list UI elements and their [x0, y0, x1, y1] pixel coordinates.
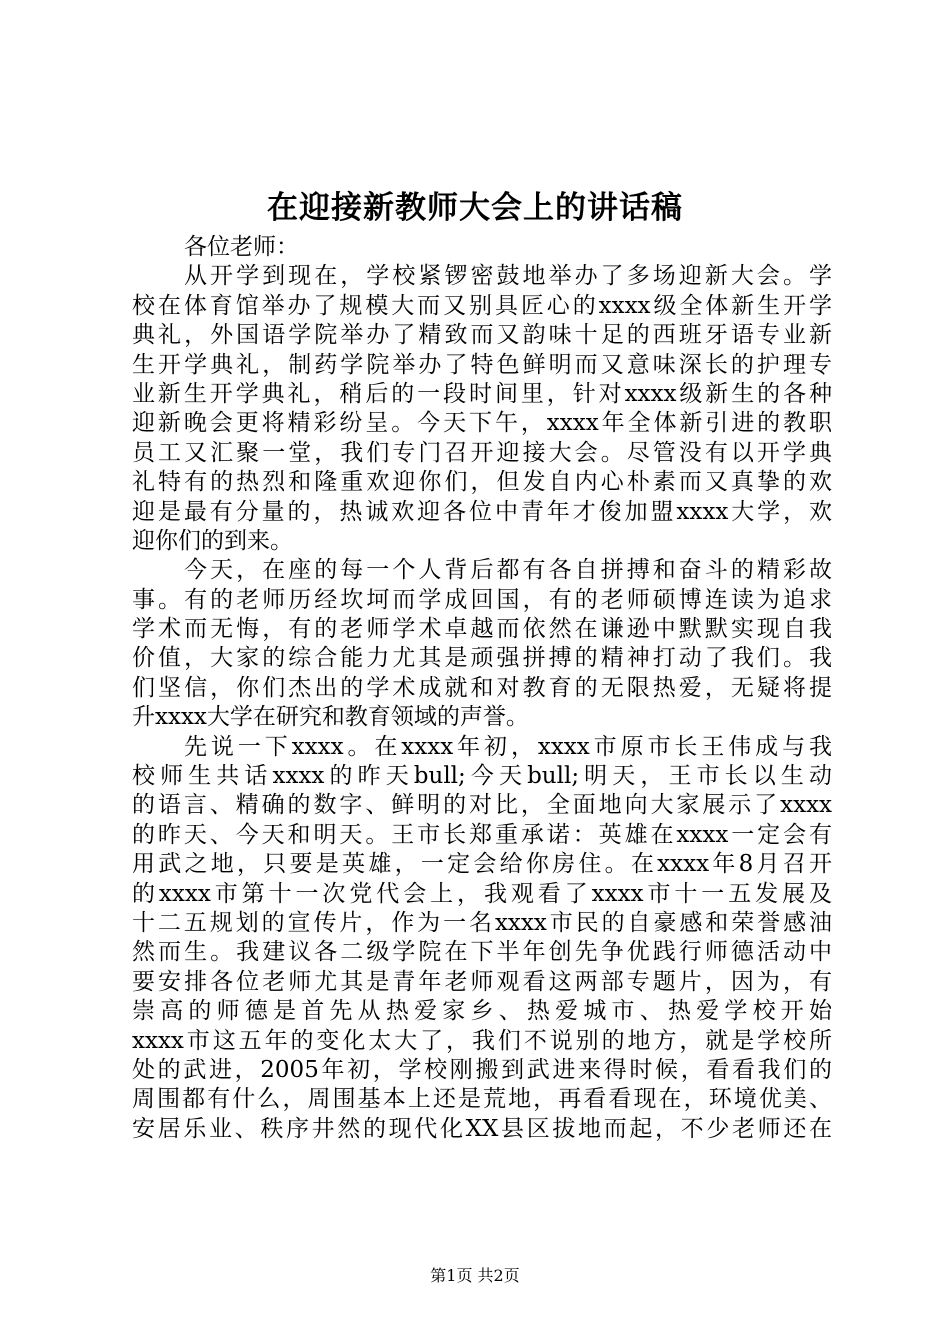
greeting-line: 各位老师： [184, 234, 299, 260]
document-title: 在迎接新教师大会上的讲话稿 [267, 190, 683, 226]
paragraph-1-line: 礼特有的热烈和隆重欢迎你们，但发自内心朴素而又真挚的欢 [132, 469, 832, 496]
paragraph-3-line: 用武之地，只要是英雄，一定会给你房住。在xxxx年8月召开 [132, 851, 832, 878]
paragraph-2-line: 今天，在座的每一个人背后都有各自拼搏和奋斗的精彩故 [184, 557, 832, 584]
paragraph-3-line: 十二五规划的宣传片，作为一名xxxx市民的自豪感和荣誉感油 [132, 909, 832, 936]
paragraph-3-line: 的xxxx市第十一次党代会上，我观看了xxxx市十一五发展及 [132, 880, 832, 907]
paragraph-3-line: 然而生。我建议各二级学院在下半年创先争优践行师德活动中 [132, 939, 832, 966]
paragraph-3-line: 的语言、精确的数字、鲜明的对比，全面地向大家展示了xxxx [132, 792, 832, 819]
paragraph-2-line: 价值，大家的综合能力尤其是顽强拼搏的精神打动了我们。我 [132, 645, 832, 672]
paragraph-3-line: 崇高的师德是首先从热爱家乡、热爱城市、热爱学校开始 [132, 998, 832, 1025]
paragraph-1-line: 生开学典礼，制药学院举办了特色鲜明而又意味深长的护理专 [132, 351, 832, 378]
page-footer: 第1页 共2页 [430, 1266, 520, 1285]
paragraph-1-line: 迎你们的到来。 [132, 527, 293, 554]
paragraph-3-line: 的昨天、今天和明天。王市长郑重承诺：英雄在xxxx一定会有 [132, 821, 832, 848]
document-body [132, 233, 832, 1144]
paragraph-3-line: xxxx市这五年的变化太大了，我们不说别的地方，就是学校所 [132, 1027, 832, 1054]
paragraph-3-line: 处的武进，2005年初，学校刚搬到武进来得时候，看看我们的 [132, 1056, 832, 1083]
paragraph-3-line: 校师生共话xxxx的昨天bull;今天bull;明天，王市长以生动 [132, 763, 832, 790]
paragraph-2-line: 们坚信，你们杰出的学术成就和对教育的无限热爱，无疑将提 [132, 674, 832, 701]
paragraph-2-line: 事。有的老师历经坎坷而学成回国，有的老师硕博连读为追求 [132, 586, 832, 613]
paragraph-1-line: 业新生开学典礼，稍后的一段时间里，针对xxxx级新生的各种 [132, 380, 832, 407]
paragraph-3-line: 安居乐业、秩序井然的现代化XX县区拔地而起，不少老师还在 [132, 1115, 832, 1142]
paragraph-1-line: 员工又汇聚一堂，我们专门召开迎接大会。尽管没有以开学典 [132, 439, 832, 466]
paragraph-3-line: 先说一下xxxx。在xxxx年初，xxxx市原市长王伟成与我 [184, 733, 832, 760]
paragraph-2-line: 学术而无悔，有的老师学术卓越而依然在谦逊中默默实现自我 [132, 616, 832, 643]
paragraph-3-line: 要安排各位老师尤其是青年老师观看这两部专题片，因为，有 [132, 968, 832, 995]
paragraph-1-line: 典礼，外国语学院举办了精致而又韵味十足的西班牙语专业新 [132, 322, 832, 349]
paragraph-1-line: 迎是最有分量的，热诚欢迎各位中青年才俊加盟xxxx大学，欢 [132, 498, 832, 525]
paragraph-1-line: 从开学到现在，学校紧锣密鼓地举办了多场迎新大会。学 [184, 263, 832, 290]
paragraph-3-line: 周围都有什么，周围基本上还是荒地，再看看现在，环境优美、 [132, 1086, 832, 1113]
paragraph-1-line: 迎新晚会更将精彩纷呈。今天下午，xxxx年全体新引进的教职 [132, 410, 832, 437]
paragraph-1-line: 校在体育馆举办了规模大而又别具匠心的xxxx级全体新生开学 [132, 292, 832, 319]
paragraph-2-line: 升xxxx大学在研究和教育领域的声誉。 [132, 704, 529, 731]
